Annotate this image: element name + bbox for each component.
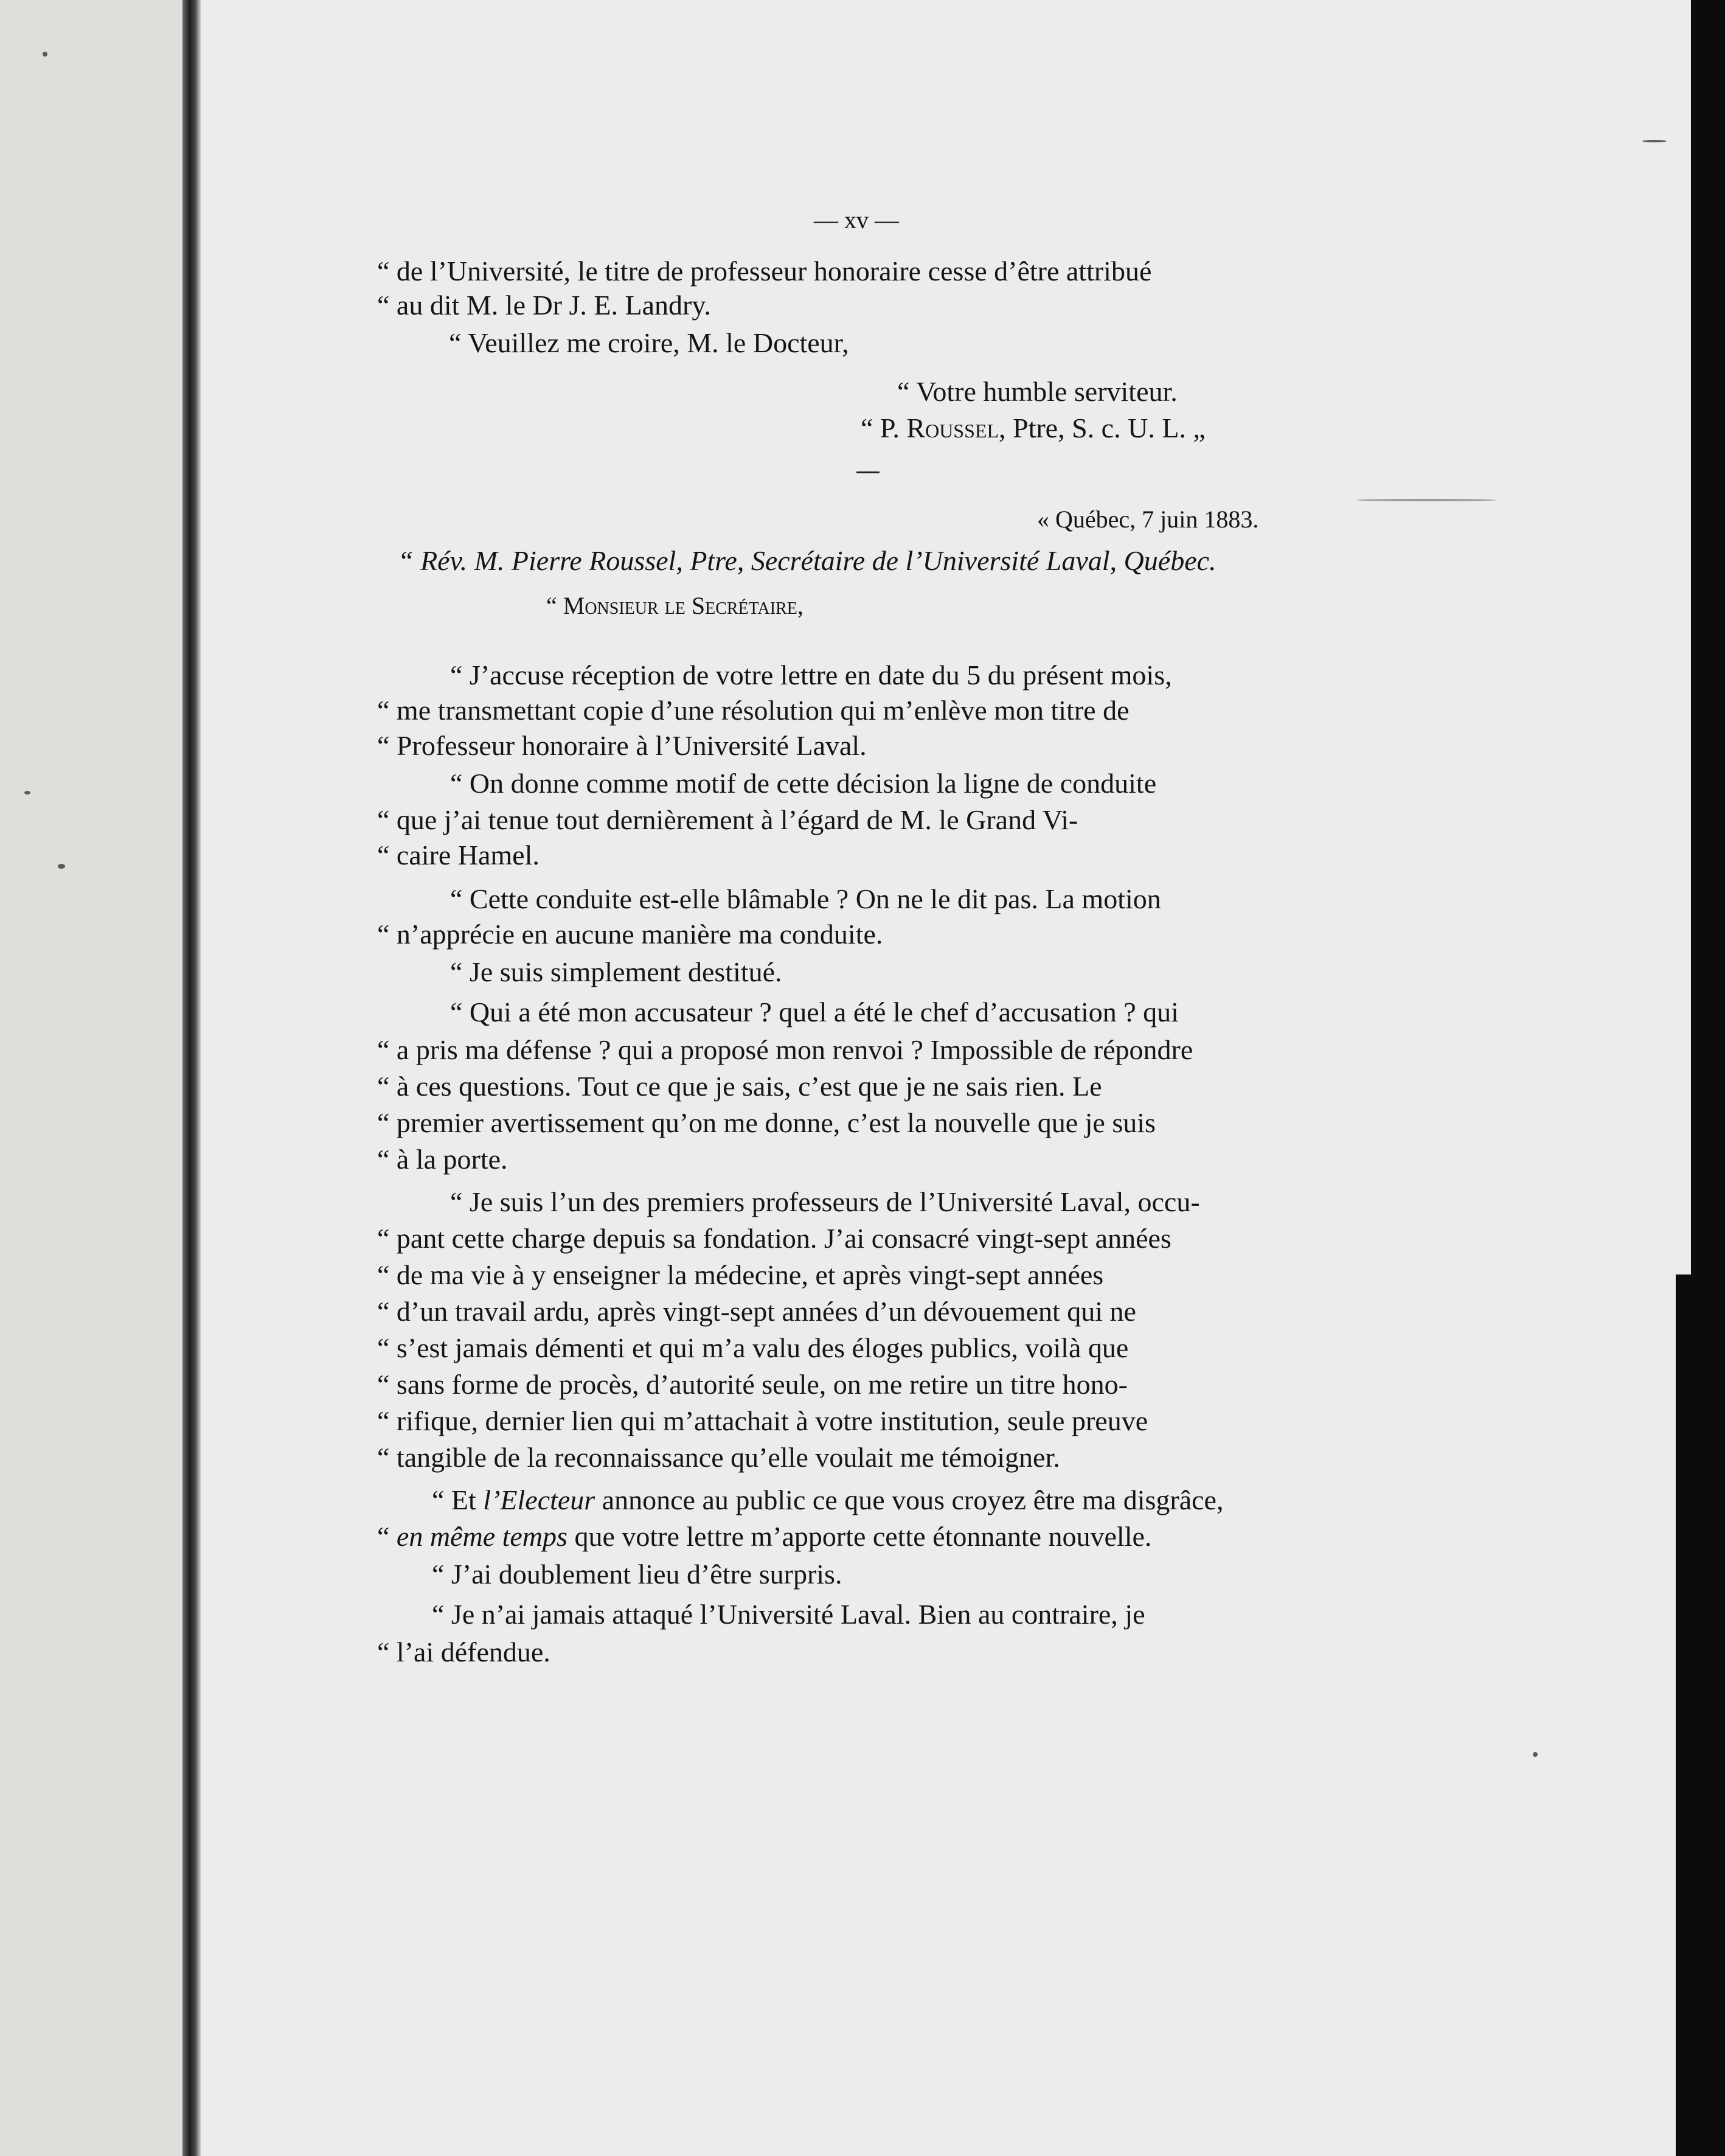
text-line: “ de l’Université, le titre de professeur honoraire cesse d’être attribué — [377, 256, 1152, 287]
body-line: “ caire Hamel. — [377, 840, 540, 871]
page-number: — xv — — [814, 206, 899, 234]
letter-greeting: “ Monsieur le Secrétaire, — [546, 592, 803, 619]
body-line: “ s’est jamais démenti et qui m’a valu des éloges publics, voilà que — [377, 1332, 1129, 1363]
body-line: “ On donne comme motif de cette décision la ligne de conduite — [450, 768, 1157, 799]
text-line: “ au dit M. le Dr J. E. Landry. — [377, 290, 711, 321]
body-line: “ Je suis l’un des premiers professeurs de l’Université Laval, occu- — [450, 1186, 1200, 1217]
body-line-meme-temps — [377, 1520, 1151, 1554]
body-line: “ J’accuse réception de votre lettre en date du 5 du présent mois, — [450, 659, 1172, 690]
letter-salutation: “ Veuillez me croire, M. le Docteur, — [449, 327, 849, 358]
body-line: “ sans forme de procès, d’autorité seule, on me retire un titre hono- — [377, 1369, 1128, 1400]
letter-address: “ Rév. M. Pierre Roussel, Ptre, Secrétaire de l’Université Laval, Québec. — [398, 545, 1217, 576]
scan-speck — [24, 791, 30, 795]
scan-speck — [1356, 499, 1496, 501]
letter-closing: “ Votre humble serviteur. — [897, 376, 1178, 407]
body-line: “ de ma vie à y enseigner la médecine, et après vingt-sept années — [377, 1259, 1104, 1290]
body-line: “ d’un travail ardu, après vingt-sept années d’un dévouement qui ne — [377, 1296, 1136, 1327]
signature-prefix: “ P. — [861, 412, 907, 443]
body-line: “ me transmettant copie d’une résolution qui m’enlève mon titre de — [377, 695, 1130, 726]
scan-speck — [43, 52, 47, 57]
body-line: “ J’ai doublement lieu d’être surpris. — [432, 1559, 842, 1590]
body-line: “ Qui a été mon accusateur ? quel a été le chef d’accusation ? qui — [450, 996, 1179, 1028]
body-line: “ a pris ma défense ? qui a proposé mon renvoi ? Impossible de répondre — [377, 1034, 1193, 1065]
electeur-name: l’Electeur — [483, 1484, 595, 1515]
body-line: “ à la porte. — [377, 1144, 508, 1175]
electeur-prefix: “ Et — [432, 1484, 484, 1515]
dateline: « Québec, 7 juin 1883. — [1037, 506, 1259, 533]
scan-border-notch — [1676, 1274, 1725, 2156]
electeur-suffix: annonce au public ce que vous croyez être ma disgrâce, — [595, 1484, 1224, 1515]
scan-speck — [58, 864, 65, 869]
facing-page-strip — [0, 0, 182, 2156]
meme-suffix: que votre lettre m’apporte cette étonnante nouvelle. — [567, 1521, 1152, 1552]
body-line-electeur — [432, 1483, 1223, 1517]
letter-signature — [861, 411, 1206, 445]
signature-name: Roussel — [906, 412, 999, 443]
body-line: “ tangible de la reconnaissance qu’elle voulait me témoigner. — [377, 1442, 1060, 1473]
body-line: “ Je suis simplement destitué. — [450, 956, 782, 987]
signature-suffix: , Ptre, S. c. U. L. „ — [999, 412, 1206, 443]
body-line: “ l’ai défendue. — [377, 1636, 550, 1667]
body-line: “ rifique, dernier lien qui m’attachait à votre institution, seule preuve — [377, 1405, 1148, 1436]
body-line: “ premier avertissement qu’on me donne, c’est la nouvelle que je suis — [377, 1107, 1156, 1138]
book-gutter — [182, 0, 201, 2156]
scan-speck — [1642, 140, 1667, 142]
body-line: “ pant cette charge depuis sa fondation. J’ai consacré vingt-sept années — [377, 1223, 1171, 1254]
body-line: “ Professeur honoraire à l’Université Laval. — [377, 730, 867, 761]
body-line: “ n’apprécie en aucune manière ma conduite. — [377, 919, 883, 950]
separator-rule — [856, 471, 880, 473]
meme-prefix: “ — [377, 1521, 397, 1552]
scan-speck — [1533, 1752, 1538, 1757]
body-line: “ que j’ai tenue tout dernièrement à l’égard de M. le Grand Vi- — [377, 804, 1078, 835]
body-line: “ à ces questions. Tout ce que je sais, c’est que je ne sais rien. Le — [377, 1071, 1102, 1102]
meme-temps-phrase: en même temps — [396, 1521, 567, 1552]
body-line: “ Cette conduite est-elle blâmable ? On ne le dit pas. La motion — [450, 883, 1161, 914]
body-line: “ Je n’ai jamais attaqué l’Université Laval. Bien au contraire, je — [432, 1599, 1145, 1630]
